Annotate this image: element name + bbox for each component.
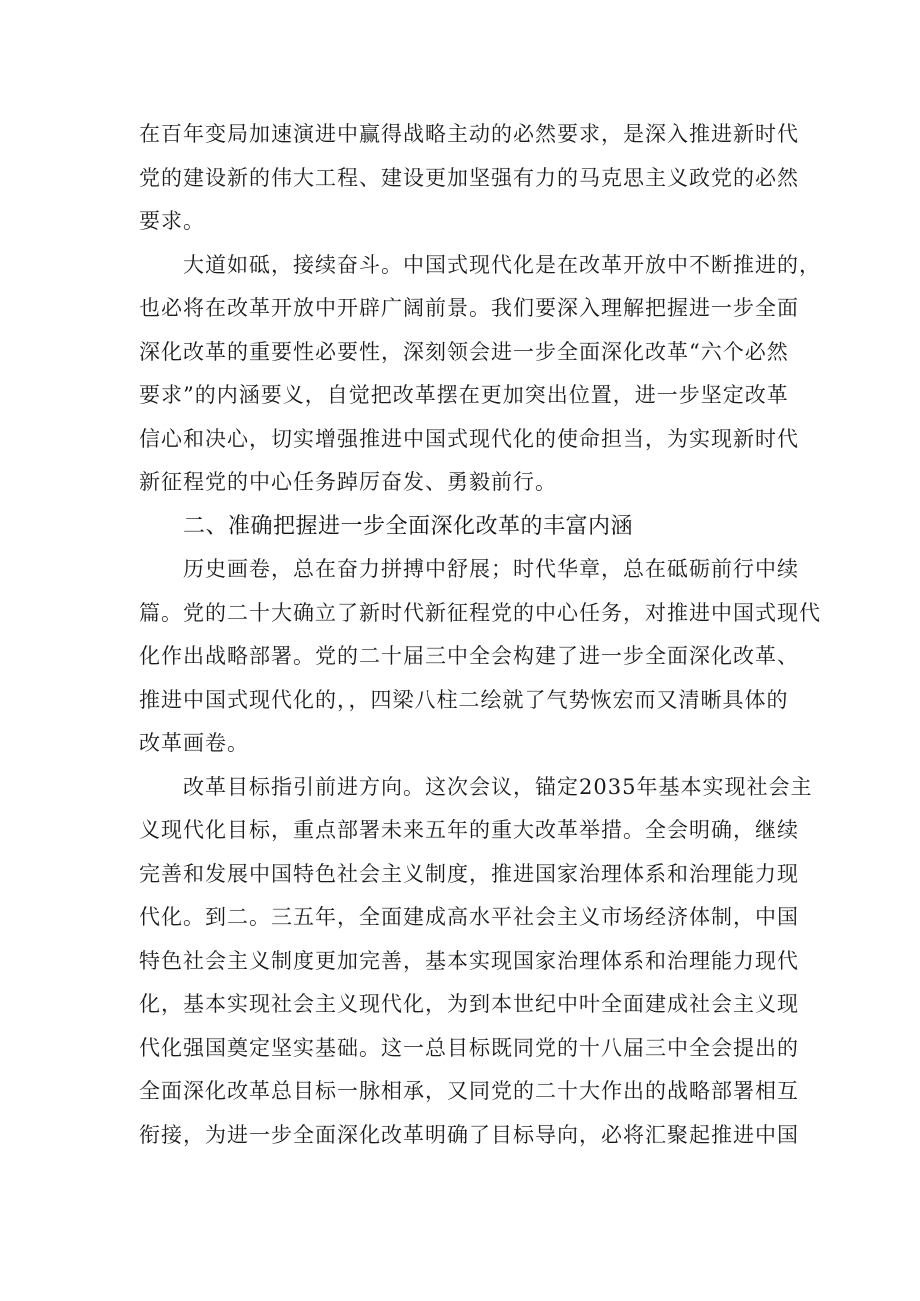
paragraph-line: 完善和发展中国特色社会主义制度，推进国家治理体系和治理能力现 bbox=[139, 861, 799, 886]
paragraph-line: 推进中国式现代化的，，四梁八柱二绘就了气势恢宏而又清晰具体的 bbox=[139, 687, 789, 712]
paragraph-line: 篇。党的二十大确立了新时代新征程党的中心任务，对推进中国式现代 bbox=[139, 600, 821, 625]
paragraph-line: 大道如砥，接续奋斗。中国式现代化是在改革开放中不断推进的， bbox=[183, 252, 821, 277]
paragraph-line: 改革目标指引前进方向。这次会议，锚定2035年基本实现社会主 bbox=[183, 774, 813, 799]
paragraph-line: 党的建设新的伟大工程、建设更加坚强有力的马克思主义政党的必然 bbox=[139, 165, 799, 190]
paragraph-line: 改革画卷。 bbox=[139, 731, 249, 755]
paragraph-line: 要求。 bbox=[139, 209, 205, 233]
paragraph-line: 信心和决心，切实增强推进中国式现代化的使命担当，为实现新时代 bbox=[139, 426, 799, 451]
paragraph-line: 深化改革的重要性必要性，深刻领会进一步全面深化改革“六个必然 bbox=[139, 339, 789, 364]
paragraph-line: 要求”的内涵要义，自觉把改革摆在更加突出位置，进一步坚定改革 bbox=[139, 383, 789, 407]
section-heading: 二、准确把握进一步全面深化改革的丰富内涵 bbox=[183, 513, 634, 539]
paragraph-line: 化作出战略部署。党的二十届三中全会构建了进一步全面深化改革、 bbox=[139, 644, 799, 668]
paragraph-line: 新征程党的中心任务踔厉奋发、勇毅前行。 bbox=[139, 470, 557, 494]
paragraph-line: 特色社会主义制度更加完善，基本实现国家治理体系和治理能力现代 bbox=[139, 948, 799, 973]
paragraph-line: 历史画卷，总在奋力拼搏中舒展；时代华章，总在砥砺前行中续 bbox=[183, 557, 799, 581]
paragraph-line: 也必将在改革开放中开辟广阔前景。我们要深入理解把握进一步全面 bbox=[139, 296, 799, 320]
paragraph-line: 全面深化改革总目标一脉相承，又同党的二十大作出的战略部署相互 bbox=[139, 1079, 799, 1103]
paragraph-line: 义现代化目标，重点部署未来五年的重大改革举措。全会明确，继续 bbox=[139, 818, 799, 842]
paragraph-line: 在百年变局加速演进中赢得战略主动的必然要求，是深入推进新时代 bbox=[139, 122, 799, 146]
paragraph-line: 代化强国奠定坚实基础。这一总目标既同党的十八届三中全会提出的 bbox=[139, 1035, 799, 1060]
document-body bbox=[139, 113, 821, 1157]
paragraph-line: 代化。到二。三五年，全面建成高水平社会主义市场经济体制，中国 bbox=[139, 905, 799, 929]
paragraph-line: 衔接，为进一步全面深化改革明确了目标导向，必将汇聚起推进中国 bbox=[139, 1122, 799, 1147]
paragraph-line: 化，基本实现社会主义现代化，为到本世纪中叶全面建成社会主义现 bbox=[139, 992, 799, 1016]
